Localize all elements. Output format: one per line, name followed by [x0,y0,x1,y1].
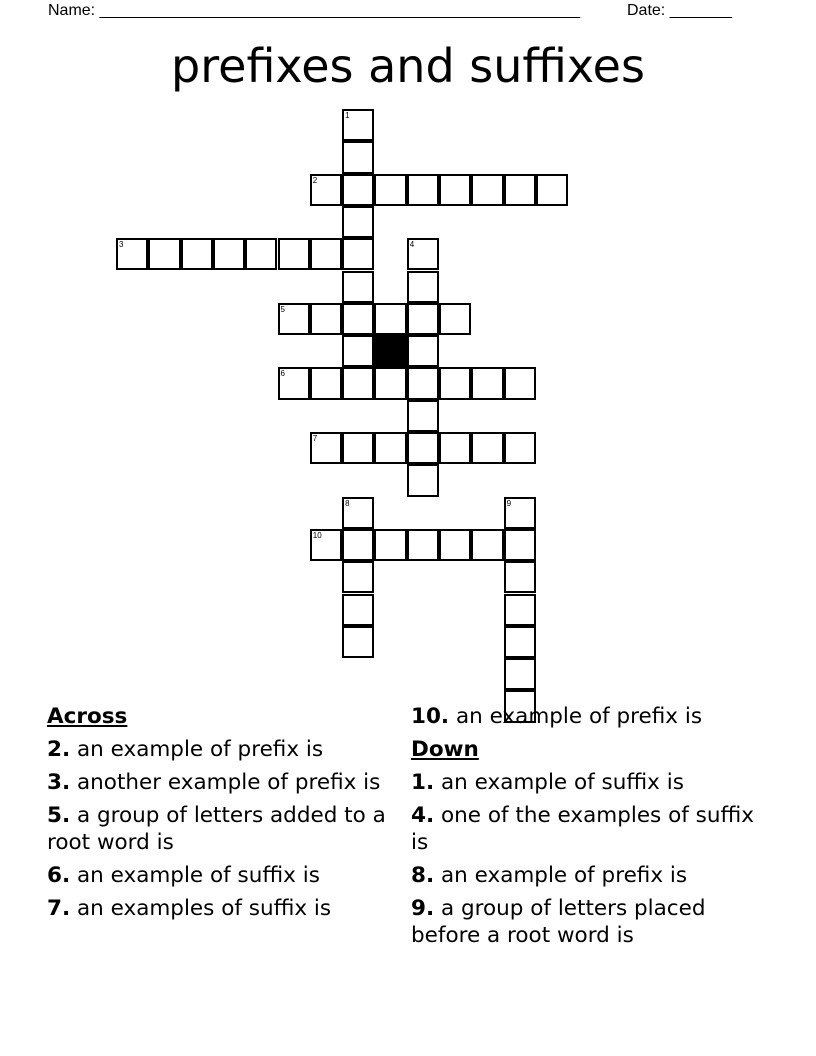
crossword-cell[interactable] [213,238,245,270]
clue [47,769,407,796]
crossword-cell[interactable] [407,464,439,496]
clue-num: 6. [47,863,71,888]
crossword-cell[interactable] [374,367,406,399]
clue-number: 5 [280,304,285,314]
crossword-cell[interactable] [407,432,439,464]
clue-number: 3 [119,240,124,250]
crossword-cell[interactable] [310,238,342,270]
crossword-cell[interactable] [116,238,148,270]
crossword-cell[interactable] [439,367,471,399]
date-line: _______ [669,2,732,19]
crossword-cell[interactable] [471,432,503,464]
clue-number: 8 [345,498,350,508]
crossword-cell[interactable] [342,335,374,367]
down-heading: Down [411,737,479,762]
clue-num: 1. [411,770,435,795]
crossword-cell[interactable] [407,367,439,399]
clue-text: an example of prefix is [455,704,703,729]
crossword-cell[interactable] [342,271,374,303]
crossword-cell[interactable] [504,561,536,593]
crossword-cell[interactable] [407,529,439,561]
crossword-cell[interactable] [374,303,406,335]
clue-num: 3. [47,770,71,795]
clue-number: 1 [345,111,350,120]
crossword-cell[interactable] [310,367,342,399]
clue-text: one of the examples of suffix is [411,803,754,855]
crossword-cell[interactable] [407,238,439,270]
crossword-cell[interactable] [504,594,536,626]
crossword-cell[interactable] [504,626,536,658]
clue-num: 10. [411,704,450,729]
crossword-cell[interactable] [278,238,310,270]
name-field[interactable] [48,0,580,22]
crossword-cell[interactable] [342,109,374,141]
crossword-cell[interactable] [342,367,374,399]
clue-num: 7. [47,896,71,921]
clue-text: an example of suffix is [440,770,684,795]
crossword-cell[interactable] [407,335,439,367]
clue-number: 6 [280,369,285,379]
date-field[interactable] [627,0,732,22]
crossword-cell[interactable] [471,367,503,399]
crossword-cell[interactable] [504,174,536,206]
date-label: Date: [627,2,666,19]
crossword-cell[interactable] [439,432,471,464]
clue-number: 9 [506,498,512,508]
crossword-cell[interactable] [407,400,439,432]
crossword-cell[interactable] [342,626,374,658]
clue-text: a group of letters added to a root word is [47,803,386,855]
crossword-cell[interactable] [439,303,471,335]
crossword-cell[interactable] [342,141,374,173]
clue [411,862,771,889]
crossword-cell[interactable] [504,529,536,561]
crossword-cell[interactable] [342,529,374,561]
crossword-cell[interactable] [342,238,374,270]
crossword-cell[interactable] [439,529,471,561]
crossword-cell[interactable] [407,303,439,335]
clue [47,895,407,922]
crossword-cell[interactable] [342,432,374,464]
crossword-cell[interactable] [536,174,568,206]
crossword-cell[interactable] [471,529,503,561]
crossword-cell[interactable] [504,658,536,690]
clue [411,769,771,796]
clue-text: an examples of suffix is [76,896,332,921]
page-title: prefixes and suffixes [171,39,645,93]
across-clues [47,703,407,928]
crossword-cell[interactable] [504,367,536,399]
crossword-cell[interactable] [504,497,536,529]
crossword-cell[interactable] [278,303,310,335]
name-label: Name: [48,2,96,19]
crossword-cell[interactable] [310,529,342,561]
crossword-cell[interactable] [342,174,374,206]
clue [47,862,407,889]
crossword-cell[interactable] [342,561,374,593]
clue-num: 5. [47,803,71,828]
clue [47,802,407,856]
clue-num: 2. [47,737,71,762]
black-square [374,335,406,367]
crossword-cell[interactable] [407,271,439,303]
clue-text: an example of prefix is [76,737,324,762]
crossword-cell[interactable] [374,432,406,464]
clue [411,703,771,730]
clue-number: 4 [409,240,415,250]
crossword-cell[interactable] [278,367,310,399]
crossword-cell[interactable] [407,174,439,206]
crossword-cell[interactable] [342,594,374,626]
crossword-cell[interactable] [148,238,180,270]
clue-num: 9. [411,896,435,921]
clue-number: 7 [312,434,318,443]
clue-text: an example of suffix is [76,863,320,888]
crossword-cell[interactable] [342,206,374,238]
crossword-cell[interactable] [181,238,213,270]
crossword-cell[interactable] [374,529,406,561]
right-column [411,703,771,955]
clue-text: a group of letters placed before a root word is [411,896,706,948]
clue-num: 8. [411,863,435,888]
clue-number: 2 [312,175,318,185]
crossword-cell[interactable] [342,303,374,335]
clue [47,736,407,763]
name-line: ______________________________________________________ [99,2,581,19]
clue-text: another example of prefix is [76,770,381,795]
clue-text: an example of prefix is [440,863,688,888]
clue [411,802,771,856]
across-heading: Across [47,704,128,729]
crossword-cell[interactable] [245,238,277,270]
crossword-cell[interactable] [504,432,536,464]
crossword-cell[interactable] [471,174,503,206]
clue [411,895,771,949]
clue-number: 10 [312,530,322,540]
crossword-cell[interactable] [342,497,374,529]
crossword-cell[interactable] [310,174,342,206]
clue-num: 4. [411,803,435,828]
crossword-cell[interactable] [310,303,342,335]
crossword-cell[interactable] [439,174,471,206]
crossword-cell[interactable] [310,432,342,464]
crossword-cell[interactable] [374,174,406,206]
